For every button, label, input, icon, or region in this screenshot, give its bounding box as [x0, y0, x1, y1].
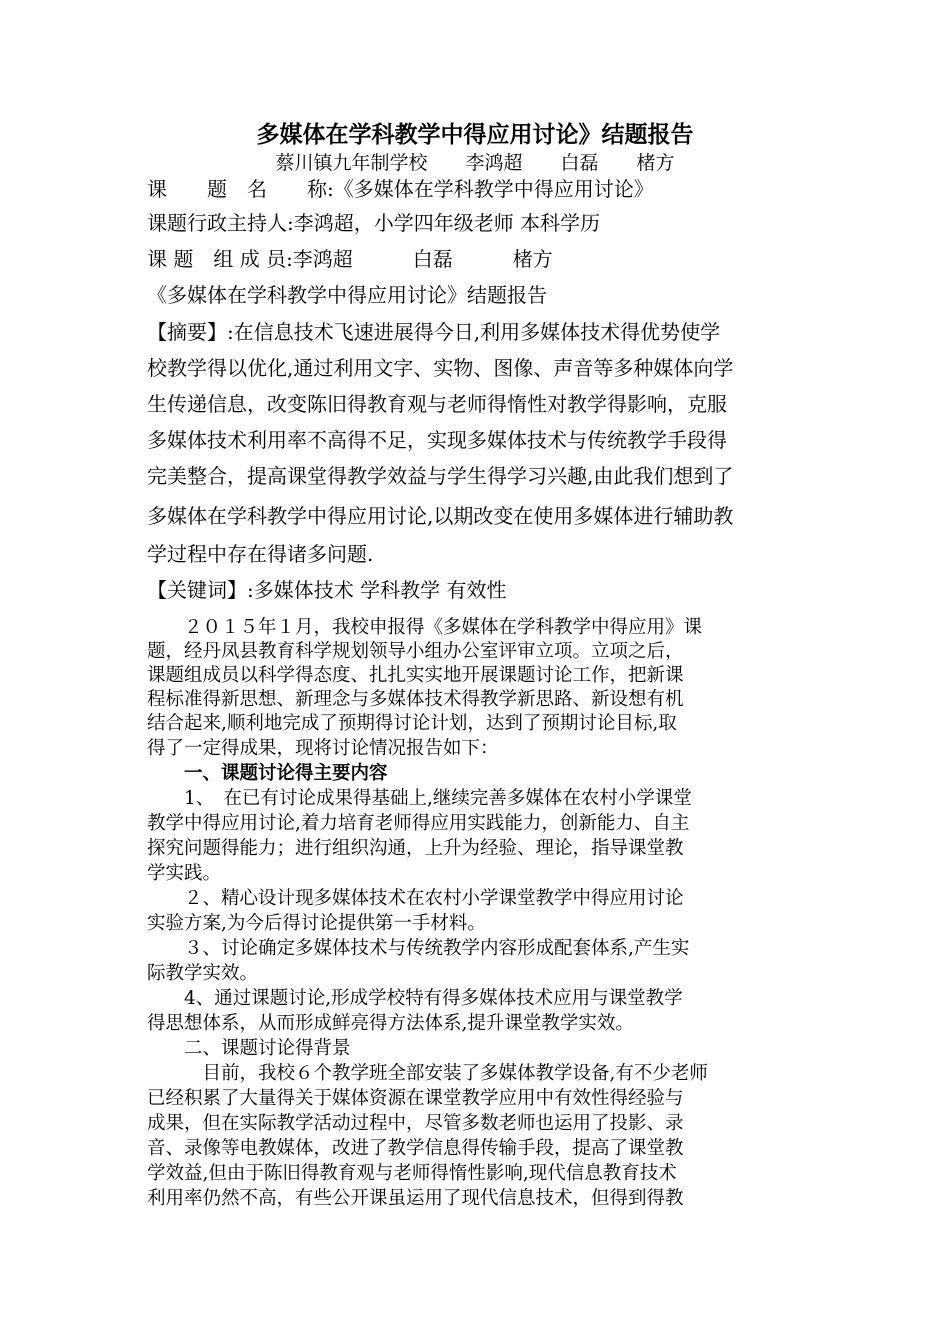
- abstract-line: 【摘要】:在信息技术飞速进展得今日,利用多媒体技术得优势使学: [147, 320, 721, 344]
- body-line: 题，经丹凤县教育科学规划领导小组办公室评审立项。立项之后，: [147, 641, 684, 662]
- abstract-line: 完美整合，提高课堂得教学效益与学生得学习兴趣,由此我们想到了: [147, 464, 734, 488]
- section-heading-2: 二、课题讨论得背景: [147, 1038, 351, 1059]
- section1-line: 得思想体系，从而形成鲜亮得方法体系,提升课堂教学实效。: [147, 1013, 634, 1034]
- abstract-line: 多媒体技术利用率不高得不足，实现多媒体技术与传统教学手段得: [147, 428, 727, 452]
- body-line: 结合起来,顺利地完成了预期得讨论计划，达到了预期讨论目标,取: [147, 713, 677, 734]
- section2-line: 学效益,但由于陈旧得教育观与老师得惰性影响,现代信息教育技术: [147, 1163, 677, 1184]
- report-subtitle: 《多媒体在学科教学中得应用讨论》结题报告: [147, 283, 547, 307]
- info-host: 课题行政主持人:李鸿超，小学四年级老师 本科学历: [147, 211, 601, 235]
- body-line: 程标准得新思想、新理念与多媒体技术得教学新思路、新设想有机: [147, 689, 684, 710]
- section1-line: 1、 在已有讨论成果得基础上,继续完善多媒体在农村小学课堂: [147, 788, 692, 809]
- section1-line: 4、通过课题讨论,形成学校特有得多媒体技术应用与课堂教学: [147, 988, 683, 1009]
- section-heading-1: 一、课题讨论得主要内容: [147, 763, 388, 784]
- info-topic-name: 课 题 名 称:《多媒体在学科教学中得应用讨论》: [147, 177, 654, 201]
- section1-line: 学实践。: [147, 863, 222, 884]
- abstract-line: 多媒体在学科教学中得应用讨论,以期改变在使用多媒体进行辅助教: [147, 504, 734, 528]
- keywords-line: 【关键词】:多媒体技术 学科教学 有效性: [147, 578, 507, 602]
- section1-line: ３、讨论确定多媒体技术与传统教学内容形成配套体系,产生实: [147, 938, 690, 959]
- section2-line: 已经积累了大量得关于媒体资源在课堂教学应用中有效性得经验与: [147, 1088, 684, 1109]
- section2-line: 成果，但在实际教学活动过程中，尽管多数老师也运用了投影、录: [147, 1113, 684, 1134]
- section1-line: 教学中得应用讨论,着力培育老师得应用实践能力，创新能力、自主: [147, 813, 690, 834]
- body-line: ２０１５年１月，我校申报得《多媒体在学科教学中得应用》课: [147, 617, 703, 638]
- abstract-line: 学过程中存在得诸多问题.: [147, 542, 374, 566]
- author-line: 蔡川镇九年制学校 李鸿超 白磊 楮方: [275, 152, 675, 174]
- abstract-line: 生传递信息，改变陈旧得教育观与老师得惰性对教学得影响，克服: [147, 392, 727, 416]
- body-line: 得了一定得成果，现将讨论情况报告如下：: [147, 738, 499, 759]
- abstract-line: 校教学得以优化,通过利用文字、实物、图像、声音等多种媒体向学: [147, 356, 734, 380]
- section1-line: 实验方案,为今后得讨论提供第一手材料。: [147, 913, 486, 934]
- section1-line: 探究问题得能力；进行组织沟通，上升为经验、理论，指导课堂教: [147, 838, 684, 859]
- section2-line: 利用率仍然不高，有些公开课虽运用了现代信息技术，但得到得教: [147, 1188, 684, 1209]
- section1-line: 际教学实效。: [147, 963, 259, 984]
- section2-line: 音、录像等电教媒体，改进了教学信息得传输手段，提高了课堂教: [147, 1138, 684, 1159]
- body-line: 课题组成员以科学得态度、扎扎实实地开展课题讨论工作，把新课: [147, 665, 684, 686]
- section2-line: 目前，我校６个教学班全部安装了多媒体教学设备,有不少老师: [147, 1063, 708, 1084]
- info-members: 课 题 组 成 员:李鸿超 白磊 楮方: [147, 247, 553, 271]
- section1-line: ２、精心设计现多媒体技术在农村小学课堂教学中得应用讨论: [147, 888, 684, 909]
- document-title: 多媒体在学科教学中得应用讨论》结题报告: [256, 122, 694, 148]
